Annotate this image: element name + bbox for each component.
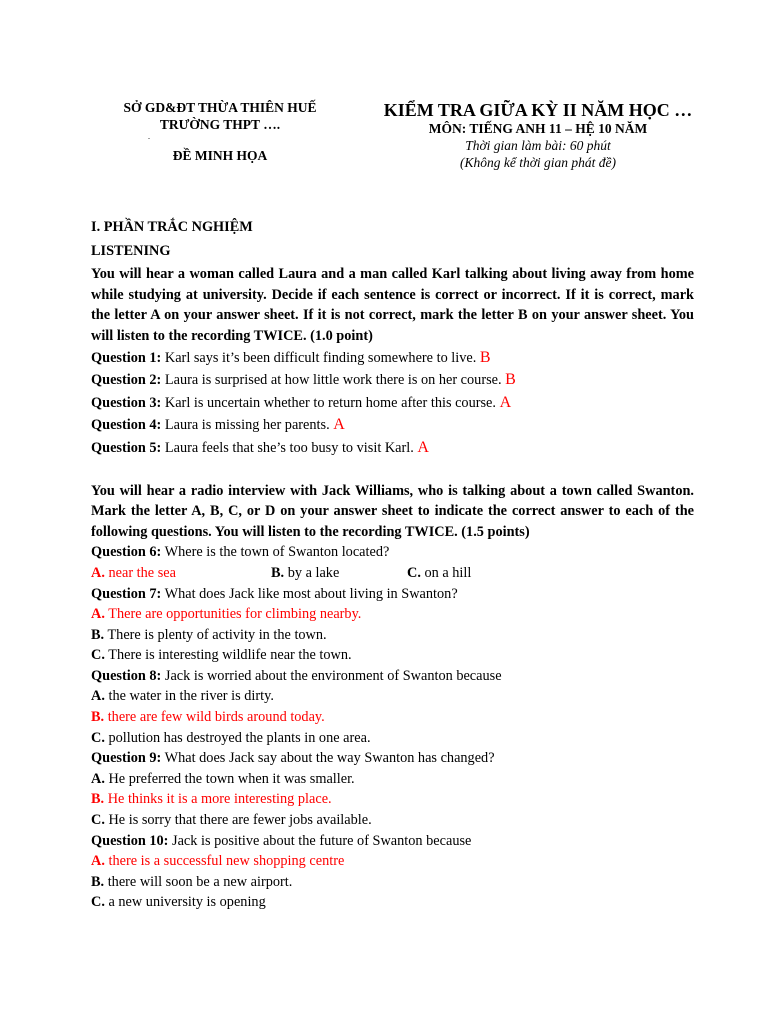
option-letter: A. [91,853,105,870]
option-text: He is sorry that there are fewer jobs available. [104,812,372,829]
question-text: Laura feels that she’s too busy to visit Karl. [161,439,414,456]
option-letter: B. [271,564,285,581]
exam-time: Thời gian làm bài: 60 phút [465,138,611,153]
question-7 [91,584,694,605]
option-letter: A. [91,770,105,787]
answer-mark: A [499,393,512,411]
option-c [91,728,694,749]
department-name: SỞ GD&ĐT THỪA THIÊN HUẾ [123,100,317,115]
option-b [91,872,694,893]
question-6 [91,542,694,563]
option-text: He preferred the town when it was smaller. [104,770,355,787]
option-letter: B. [91,626,105,643]
part2-instructions: You will hear a radio interview with Jack Williams, who is talking about a town called Swanton. Mark the letter A, B, C, or D on your answer sheet to indicate the correct answer to each of the following questions. You will listen to the recording TWICE. (1.5 points) [91,482,694,540]
exam-time-note: (Không kể thời gian phát đề) [459,155,617,170]
option-c [91,810,694,831]
option-b [91,789,694,810]
option-text: there are few wild birds around today. [104,709,325,726]
option-a [91,563,176,584]
option-b [271,563,339,584]
option-letter: C. [91,647,105,664]
question-1 [91,348,694,369]
school-name: TRƯỜNG THPT …. [159,117,281,132]
question-text: Laura is missing her parents. [161,417,330,434]
question-label: Question 6: [91,544,162,561]
exam-body [91,217,694,913]
option-a [91,604,694,625]
option-text: on a hill [420,564,472,581]
question-label: Question 5: [91,439,162,456]
exam-title: KIỂM TRA GIỮA KỲ II NĂM HỌC … [383,100,693,120]
question-label: Question 4: [91,417,162,434]
question-5 [91,438,694,459]
option-b [91,625,694,646]
option-letter: C. [91,894,105,911]
option-a [91,851,694,872]
option-text: the water in the river is dirty. [104,688,274,705]
stray-dot: . [148,132,150,141]
exam-subject: MÔN: TIẾNG ANH 11 – HỆ 10 NĂM [428,121,648,136]
question-8 [91,666,694,687]
question-9 [91,748,694,769]
question-3 [91,393,694,414]
option-letter: C. [91,812,105,829]
option-text: a new university is opening [104,894,266,911]
answer-mark: A [417,438,429,456]
option-text: There are opportunities for climbing nearby. [104,606,362,623]
option-letter: A. [91,688,105,705]
question-text: Laura is surprised at how little work there is on her course. [161,372,502,389]
option-c [91,892,694,913]
option-c [91,645,694,666]
option-text: there will soon be a new airport. [104,873,293,890]
section-subtitle: LISTENING [91,242,171,259]
question-4 [91,415,694,436]
question-label: Question 9: [91,750,162,767]
question-label: Question 7: [91,585,162,602]
question-text: Jack is worried about the environment of Swanton because [161,667,502,684]
question-text: Karl is uncertain whether to return home after this course. [161,394,496,411]
option-text: by a lake [284,564,340,581]
question-text: Karl says it’s been difficult finding somewhere to live. [161,349,477,366]
question-6-options [91,563,694,584]
spacer [91,459,694,481]
question-label: Question 10: [91,832,169,849]
option-text: there is a successful new shopping centre [104,853,345,870]
option-text: near the sea [104,564,176,581]
question-label: Question 1: [91,349,162,366]
question-label: Question 8: [91,667,162,684]
question-text: What does Jack like most about living in Swanton? [161,585,458,602]
option-letter: A. [91,564,105,581]
question-text: Where is the town of Swanton located? [161,544,390,561]
option-a [91,769,694,790]
option-letter: B. [91,873,105,890]
part1-instructions: You will hear a woman called Laura and a man called Karl talking about living away from home while studying at university. Decide if each sentence is correct or incorrect. If it is correct, mark the letter A on your answer sheet. If it is not correct, mark the letter B on your answer sheet. You will listen to the recording TWICE. (1.0 point) [91,266,694,344]
header-right [378,100,698,171]
question-2 [91,370,694,391]
sample-label: ĐỀ MINH HỌA [172,148,268,163]
option-letter: C. [407,564,421,581]
question-text: Jack is positive about the future of Swanton because [168,832,472,849]
option-a [91,686,694,707]
section-title: I. PHẦN TRẮC NGHIỆM [91,219,253,235]
answer-mark: B [505,371,516,389]
option-letter: B. [91,709,105,726]
option-letter: B. [91,791,105,808]
question-label: Question 2: [91,372,162,389]
question-text: What does Jack say about the way Swanton has changed? [161,750,495,767]
option-c [407,563,471,584]
header-left [100,99,340,164]
question-10 [91,831,694,852]
option-b [91,707,694,728]
option-text: pollution has destroyed the plants in one area. [104,729,371,746]
option-letter: C. [91,729,105,746]
option-text: There is plenty of activity in the town. [104,626,327,643]
option-letter: A. [91,606,105,623]
question-label: Question 3: [91,394,162,411]
option-text: There is interesting wildlife near the town. [104,647,352,664]
answer-mark: B [479,348,491,366]
option-text: He thinks it is a more interesting place. [104,791,332,808]
answer-mark: A [333,416,345,434]
